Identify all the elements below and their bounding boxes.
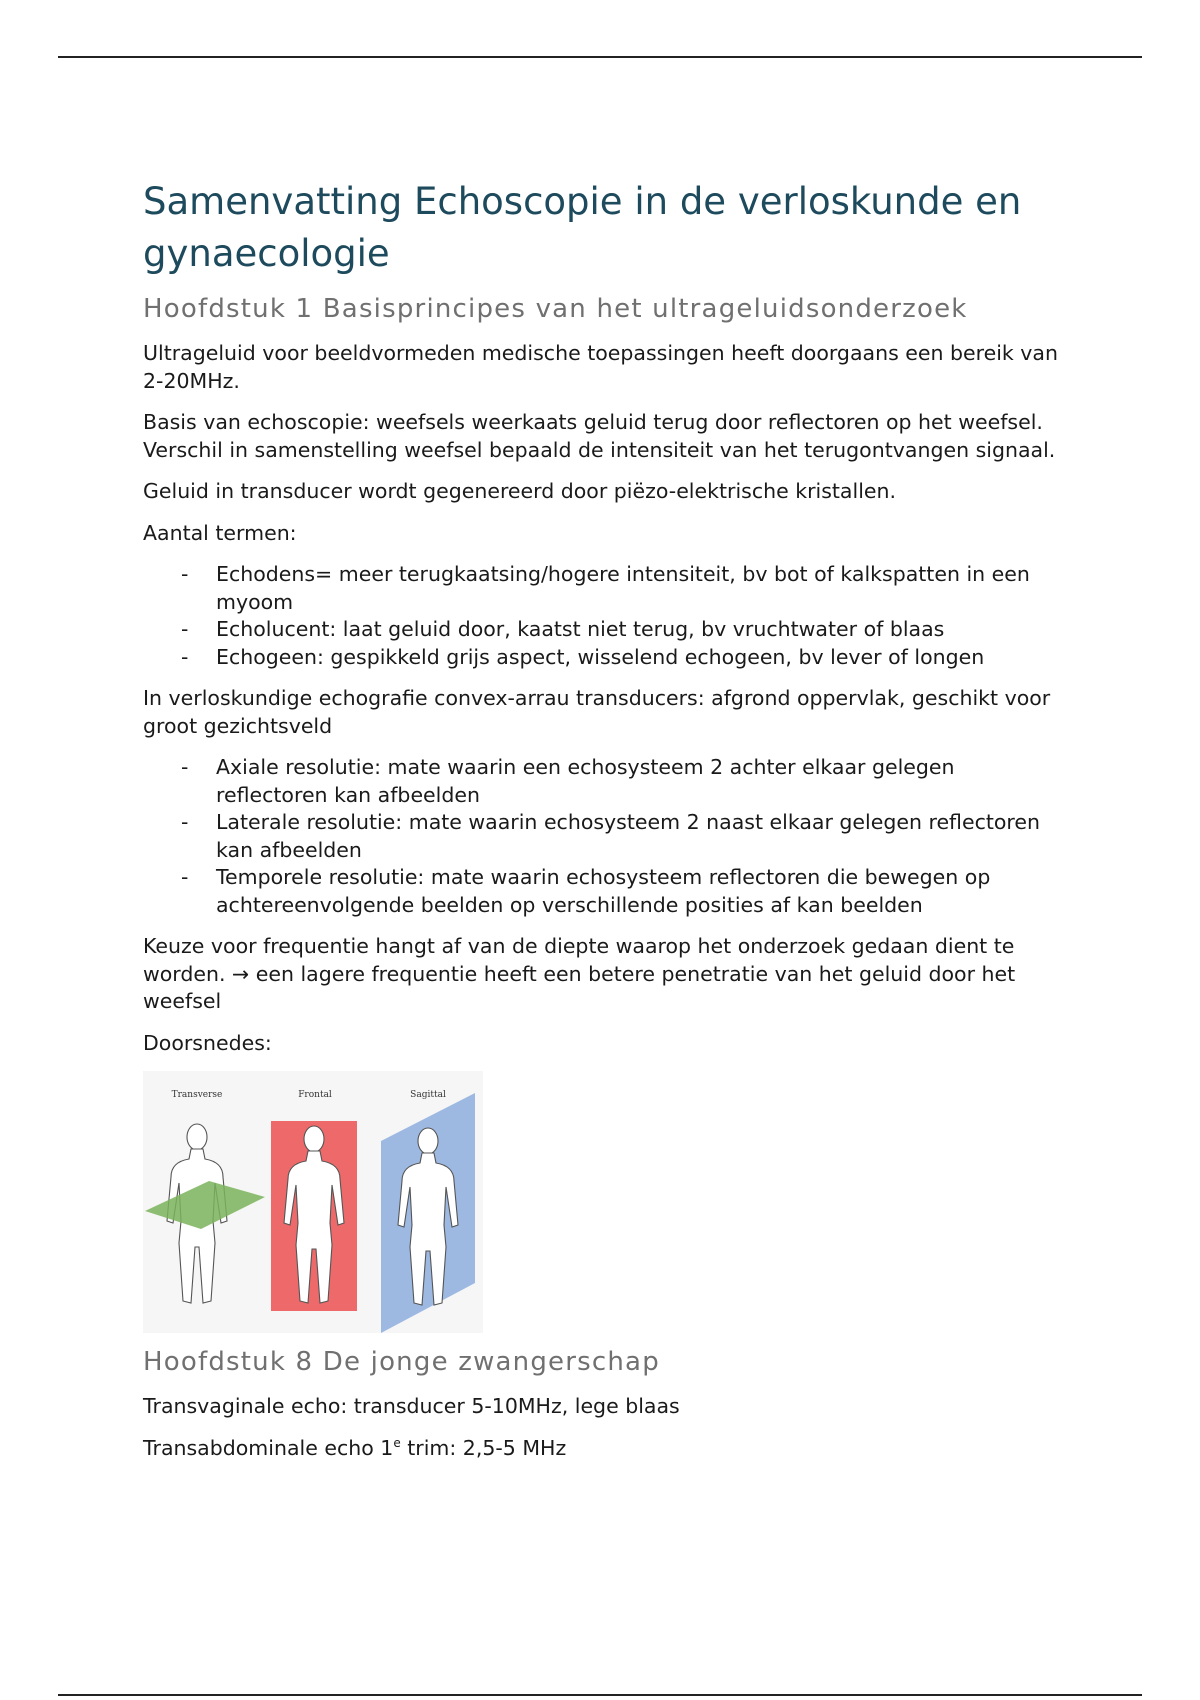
label-transverse: Transverse: [171, 1090, 223, 1100]
paragraph-transducer: Geluid in transducer wordt gegenereerd door piëzo-elektrische kristallen.: [143, 479, 897, 503]
paragraph-transvaginaal: Transvaginale echo: transducer 5-10MHz, lege blaas: [143, 1394, 680, 1418]
list-item: - Laterale resolutie: mate waarin echosysteem 2 naast elkaar gelegen reflectoren kan afbeelden: [181, 810, 1041, 862]
term-echogeen: Echogeen: gespikkeld grijs aspect, wisselend echogeen, bv lever of longen: [216, 644, 985, 669]
list-item: - Echolucent: laat geluid door, kaatst niet terug, bv vruchtwater of blaas: [181, 617, 945, 641]
list-item: - Temporele resolutie: mate waarin echosysteem reflectoren die bewegen op achtereenvolgende beelden op verschillende posities af kan beelden: [181, 865, 991, 917]
resolutions-list: [143, 754, 1063, 919]
list-item: - Echogeen: gespikkeld grijs aspect, wisselend echogeen, bv lever of longen: [181, 644, 985, 669]
document-title: Samenvatting Echoscopie in de verloskunde en gynaecologie: [143, 180, 1022, 275]
paragraph-convex: In verloskundige echografie convex-arrau transducers: afgrond oppervlak, geschikt voor groot gezichtsveld: [143, 686, 1051, 738]
paragraph-doorsnedes: Doorsnedes:: [143, 1030, 272, 1055]
transabdominaal-superscript: e: [393, 1435, 401, 1450]
anatomical-planes-illustration: [143, 1071, 483, 1333]
bottom-rule: [58, 1694, 1142, 1696]
paragraph-transabdominaal: [143, 1435, 1063, 1463]
label-frontal: Frontal: [298, 1090, 332, 1100]
paragraph-basis: Basis van echoscopie: weefsels weerkaats geluid terug door reflectoren op het weefsel. Verschil in samenstelling weefsel bepaald de intensiteit van het terugontvangen signaal.: [143, 410, 1056, 462]
anatomical-planes-figure: [143, 1071, 483, 1333]
resolution-temporal: Temporele resolutie: mate waarin echosysteem reflectoren die bewegen op achtereenvolgende beelden op verschillende posities af kan beelden: [216, 865, 991, 917]
transabdominaal-suffix: trim: 2,5-5 MHz: [400, 1435, 567, 1460]
paragraph-frequentie: Keuze voor frequentie hangt af van de diepte waarop het onderzoek gedaan dient te worden. → een lagere frequentie heeft een betere penetratie van het geluid door het weefsel: [143, 934, 1016, 1013]
transabdominaal-prefix: Transabdominale echo 1: [143, 1435, 394, 1460]
resolution-axial: Axiale resolutie: mate waarin een echosysteem 2 achter elkaar gelegen reflectoren kan afbeelden: [216, 755, 955, 807]
chapter-1-heading: Hoofdstuk 1 Basisprincipes van het ultrageluidsonderzoek: [143, 294, 968, 324]
resolution-lateral: Laterale resolutie: mate waarin echosysteem 2 naast elkaar gelegen reflectoren kan afbeelden: [216, 810, 1041, 862]
list-item: - Echodens= meer terugkaatsing/hogere intensiteit, bv bot of kalkspatten in een myoom: [181, 562, 1030, 614]
list-item: - Axiale resolutie: mate waarin een echosysteem 2 achter elkaar gelegen reflectoren kan afbeelden: [181, 755, 955, 807]
terms-list: [143, 561, 1063, 671]
paragraph-termen: Aantal termen:: [143, 520, 297, 545]
transverse-plane: [145, 1181, 265, 1229]
term-echodens: Echodens= meer terugkaatsing/hogere intensiteit, bv bot of kalkspatten in een myoom: [216, 562, 1030, 614]
top-rule: [58, 56, 1142, 58]
chapter-8-heading: Hoofdstuk 8 De jonge zwangerschap: [143, 1347, 660, 1377]
paragraph-ultrageluid: Ultrageluid voor beeldvormeden medische toepassingen heeft doorgaans een bereik van 2-20MHz.: [143, 341, 1058, 393]
term-echolucent: Echolucent: laat geluid door, kaatst niet terug, bv vruchtwater of blaas: [216, 617, 945, 641]
document-body: [143, 176, 1063, 1476]
label-sagittal: Sagittal: [410, 1090, 446, 1100]
